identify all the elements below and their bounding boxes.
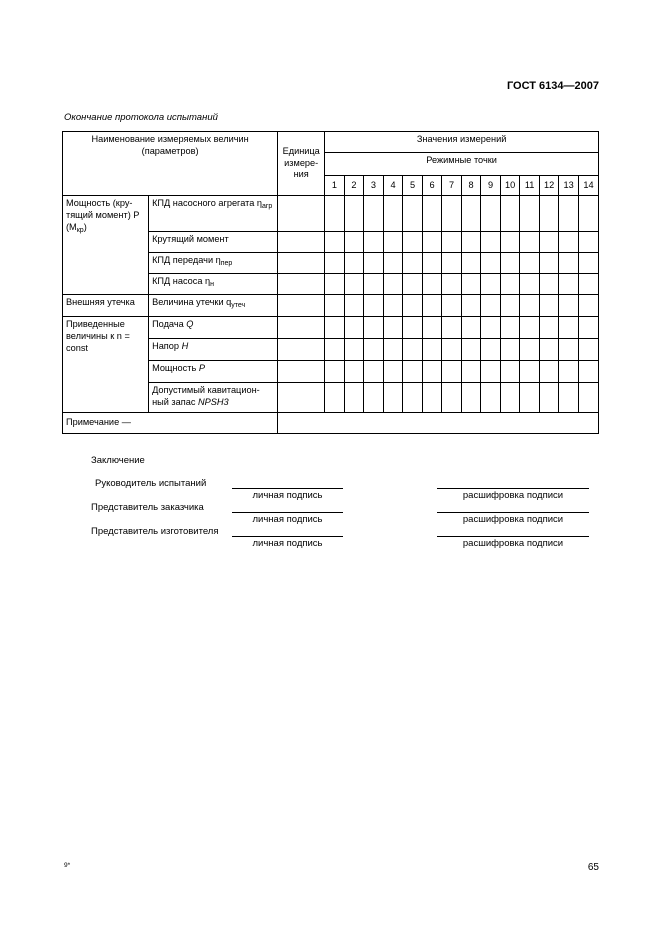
- mode-col-7: 7: [442, 176, 462, 196]
- value-cell: [461, 196, 481, 232]
- value-cell: [481, 295, 501, 317]
- group-leak-label: Внешняя утечка: [63, 295, 149, 317]
- unit-cell: [278, 274, 325, 295]
- decode-caption-1: расшифровка подписи: [462, 490, 564, 501]
- mode-col-4: 4: [383, 176, 403, 196]
- row-flow: Подача Q: [149, 317, 278, 339]
- value-cell: [500, 383, 520, 413]
- signature-line-2: [232, 512, 343, 513]
- unit-cell: [278, 317, 325, 339]
- value-cell: [500, 295, 520, 317]
- value-cell: [520, 253, 540, 274]
- value-cell: [383, 295, 403, 317]
- row-pump-efficiency: КПД насоса $\eta_н$: [149, 274, 278, 295]
- value-cell: [383, 361, 403, 383]
- value-cell: [403, 339, 423, 361]
- value-cell: [403, 383, 423, 413]
- value-cell: [422, 361, 442, 383]
- signer-2-label: Представитель заказчика: [91, 502, 204, 513]
- row-torque: Крутящий момент: [149, 232, 278, 253]
- value-cell: [559, 317, 579, 339]
- value-cell: [442, 274, 462, 295]
- value-cell: [403, 361, 423, 383]
- note-row: [63, 413, 599, 434]
- value-cell: [442, 253, 462, 274]
- name-column-header: [63, 132, 278, 196]
- value-cell: [500, 274, 520, 295]
- decode-caption-3: расшифровка подписи: [462, 538, 564, 549]
- mode-col-14: 14: [578, 176, 598, 196]
- standard-designation: ГОСТ 6134—2007: [506, 80, 599, 92]
- value-cell: [403, 196, 423, 232]
- value-cell: [364, 339, 384, 361]
- value-cell: [403, 253, 423, 274]
- value-cell: [344, 253, 364, 274]
- value-cell: [383, 253, 403, 274]
- value-cell: [500, 317, 520, 339]
- value-cell: [461, 383, 481, 413]
- mode-col-3: 3: [364, 176, 384, 196]
- unit-cell: [278, 339, 325, 361]
- value-cell: [422, 317, 442, 339]
- print-mark: 9*: [64, 862, 71, 869]
- value-cell: [383, 274, 403, 295]
- row-head: Напор H: [149, 339, 278, 361]
- value-cell: [520, 339, 540, 361]
- decode-line-1: [437, 488, 589, 489]
- value-cell: [578, 317, 598, 339]
- value-cell: [520, 383, 540, 413]
- value-cell: [500, 253, 520, 274]
- value-cell: [364, 232, 384, 253]
- unit-cell: [278, 295, 325, 317]
- value-cell: [539, 317, 559, 339]
- value-cell: [578, 232, 598, 253]
- row-transmission-efficiency: КПД передачи $\eta_{пер}$: [149, 253, 278, 274]
- value-cell: [461, 274, 481, 295]
- unit-cell: [278, 383, 325, 413]
- value-cell: [383, 339, 403, 361]
- page-number: 65: [587, 862, 599, 873]
- note-value: [278, 413, 599, 434]
- value-cell: [461, 339, 481, 361]
- value-cell: [344, 317, 364, 339]
- unit-cell: [278, 361, 325, 383]
- value-cell: [481, 383, 501, 413]
- value-cell: [383, 196, 403, 232]
- value-cell: [578, 383, 598, 413]
- value-cell: [383, 383, 403, 413]
- value-cell: [559, 383, 579, 413]
- value-cell: [578, 253, 598, 274]
- value-cell: [344, 196, 364, 232]
- value-cell: [461, 361, 481, 383]
- unit-column-header: [278, 132, 325, 196]
- group-power-label: Мощность (кру-тящий момент) P $(M_{кр})$: [63, 196, 149, 295]
- decode-line-2: [437, 512, 589, 513]
- value-cell: [325, 361, 345, 383]
- value-cell: [344, 383, 364, 413]
- decode-caption-2: расшифровка подписи: [462, 514, 564, 525]
- value-cell: [344, 339, 364, 361]
- decode-line-3: [437, 536, 589, 537]
- value-cell: [578, 274, 598, 295]
- unit-cell: [278, 253, 325, 274]
- modes-header: Режимные точки: [325, 153, 599, 176]
- signature-caption-2: личная подпись: [252, 514, 323, 525]
- value-cell: [364, 361, 384, 383]
- value-cell: [344, 274, 364, 295]
- value-cell: [344, 295, 364, 317]
- row-leak-value: Величина утечки $q_{утеч}$: [149, 295, 278, 317]
- value-cell: [442, 339, 462, 361]
- table-row: [63, 317, 599, 339]
- value-cell: [500, 339, 520, 361]
- value-cell: [500, 361, 520, 383]
- mode-col-8: 8: [461, 176, 481, 196]
- table-caption: Окончание протокола испытаний: [64, 112, 218, 123]
- value-cell: [520, 274, 540, 295]
- value-cell: [364, 274, 384, 295]
- value-cell: [442, 295, 462, 317]
- value-cell: [559, 196, 579, 232]
- conclusion-title: Заключение: [91, 455, 145, 466]
- value-cell: [578, 361, 598, 383]
- value-cell: [578, 339, 598, 361]
- value-cell: [442, 383, 462, 413]
- value-cell: [364, 295, 384, 317]
- value-cell: [364, 383, 384, 413]
- value-cell: [481, 253, 501, 274]
- value-cell: [578, 196, 598, 232]
- value-cell: [422, 253, 442, 274]
- mode-col-2: 2: [344, 176, 364, 196]
- row-unit-efficiency: КПД насосного агрегата $\eta_{агр}$: [149, 196, 278, 232]
- value-cell: [461, 253, 481, 274]
- value-cell: [325, 295, 345, 317]
- value-cell: [539, 232, 559, 253]
- value-cell: [422, 383, 442, 413]
- test-protocol-table: [62, 131, 599, 434]
- signature-caption-1: личная подпись: [252, 490, 323, 501]
- value-cell: [422, 232, 442, 253]
- value-cell: [520, 232, 540, 253]
- unit-cell: [278, 232, 325, 253]
- value-cell: [559, 274, 579, 295]
- mode-col-6: 6: [422, 176, 442, 196]
- value-cell: [500, 232, 520, 253]
- value-cell: [442, 196, 462, 232]
- value-cell: [325, 253, 345, 274]
- value-cell: [442, 232, 462, 253]
- table-row: [63, 196, 599, 232]
- value-cell: [539, 361, 559, 383]
- value-cell: [539, 274, 559, 295]
- value-cell: [403, 274, 423, 295]
- value-cell: [539, 295, 559, 317]
- mode-col-13: 13: [559, 176, 579, 196]
- name-header-text: Наименование измеряемых величин (параметров): [91, 134, 249, 156]
- value-cell: [422, 274, 442, 295]
- value-cell: [539, 383, 559, 413]
- signature-line-1: [232, 488, 343, 489]
- mode-col-11: 11: [520, 176, 540, 196]
- values-header: Значения измерений: [325, 132, 599, 153]
- value-cell: [520, 361, 540, 383]
- value-cell: [344, 361, 364, 383]
- value-cell: [481, 274, 501, 295]
- value-cell: [364, 317, 384, 339]
- value-cell: [461, 317, 481, 339]
- value-cell: [481, 317, 501, 339]
- value-cell: [559, 339, 579, 361]
- value-cell: [559, 295, 579, 317]
- value-cell: [442, 317, 462, 339]
- value-cell: [364, 253, 384, 274]
- mode-col-10: 10: [500, 176, 520, 196]
- value-cell: [539, 196, 559, 232]
- unit-cell: [278, 196, 325, 232]
- signature-line-3: [232, 536, 343, 537]
- mode-col-12: 12: [539, 176, 559, 196]
- value-cell: [325, 383, 345, 413]
- mode-col-9: 9: [481, 176, 501, 196]
- value-cell: [422, 295, 442, 317]
- value-cell: [403, 317, 423, 339]
- row-npsh: Допустимый кавитацион-ный запас NPSH3: [149, 383, 278, 413]
- value-cell: [325, 232, 345, 253]
- value-cell: [520, 295, 540, 317]
- value-cell: [481, 339, 501, 361]
- value-cell: [559, 253, 579, 274]
- value-cell: [520, 317, 540, 339]
- table-row: [63, 295, 599, 317]
- value-cell: [559, 361, 579, 383]
- value-cell: [325, 196, 345, 232]
- signature-caption-3: личная подпись: [252, 538, 323, 549]
- value-cell: [520, 196, 540, 232]
- value-cell: [461, 295, 481, 317]
- signer-3-label: Представитель изготовителя: [91, 526, 219, 537]
- value-cell: [481, 361, 501, 383]
- value-cell: [559, 232, 579, 253]
- value-cell: [539, 339, 559, 361]
- unit-header-text: Единица измере-ния: [282, 145, 320, 180]
- value-cell: [422, 196, 442, 232]
- value-cell: [481, 196, 501, 232]
- value-cell: [383, 317, 403, 339]
- value-cell: [461, 232, 481, 253]
- value-cell: [344, 232, 364, 253]
- value-cell: [403, 295, 423, 317]
- value-cell: [325, 339, 345, 361]
- value-cell: [403, 232, 423, 253]
- value-cell: [325, 317, 345, 339]
- mode-col-5: 5: [403, 176, 423, 196]
- value-cell: [578, 295, 598, 317]
- value-cell: [481, 232, 501, 253]
- value-cell: [383, 232, 403, 253]
- value-cell: [442, 361, 462, 383]
- signer-1-label: Руководитель испытаний: [95, 478, 207, 489]
- note-label: Примечание —: [63, 413, 278, 434]
- value-cell: [422, 339, 442, 361]
- mode-col-1: 1: [325, 176, 345, 196]
- row-power: Мощность P: [149, 361, 278, 383]
- value-cell: [539, 253, 559, 274]
- value-cell: [325, 274, 345, 295]
- group-reduced-label: Приведенные величины к n = const: [63, 317, 149, 413]
- value-cell: [500, 196, 520, 232]
- value-cell: [364, 196, 384, 232]
